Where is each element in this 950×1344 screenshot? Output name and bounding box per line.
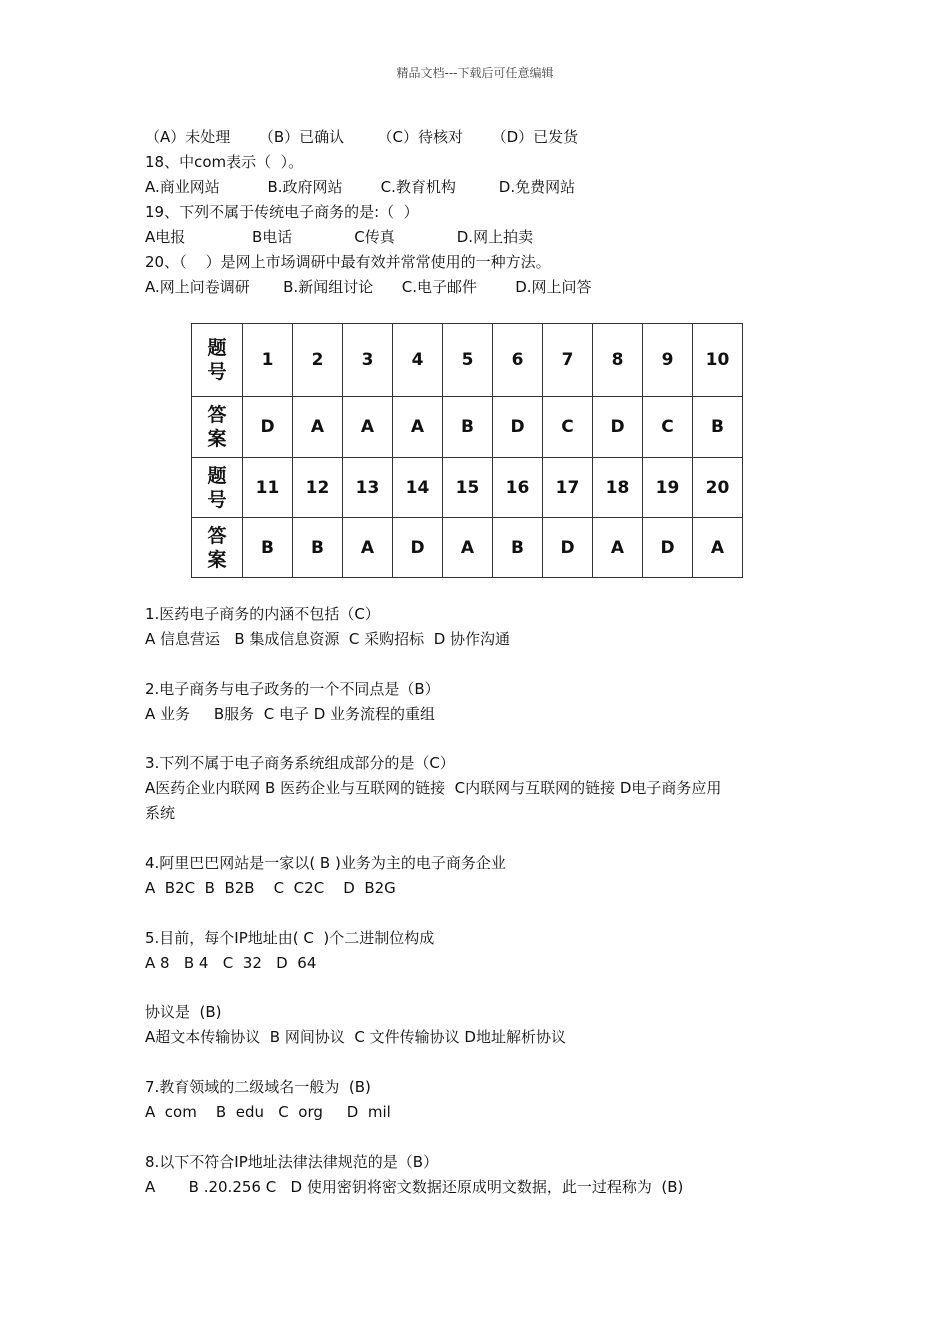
question-3: 3.下列不属于电子商务系统组成部分的是（C） bbox=[145, 754, 455, 772]
table-cell: B bbox=[293, 518, 343, 578]
table-cell: D bbox=[593, 397, 643, 458]
q20-options: A.网上问卷调研 B.新闻组讨论 C.电子邮件 D.网上问答 bbox=[145, 278, 592, 296]
table-cell: D bbox=[393, 518, 443, 578]
table-cell: A bbox=[393, 397, 443, 458]
question-7-options: A com B edu C org D mil bbox=[145, 1103, 391, 1121]
table-cell: A bbox=[343, 397, 393, 458]
question-3-options-cont: 系统 bbox=[145, 804, 176, 822]
table-cell: 18 bbox=[593, 458, 643, 518]
table-cell: 20 bbox=[693, 458, 743, 518]
table-cell: A bbox=[593, 518, 643, 578]
table-cell: A bbox=[293, 397, 343, 458]
question-2: 2.电子商务与电子政务的一个不同点是（B） bbox=[145, 680, 440, 698]
table-cell: 4 bbox=[393, 324, 443, 397]
q18-options: A.商业网站 B.政府网站 C.教育机构 D.免费网站 bbox=[145, 178, 576, 196]
table-cell: 6 bbox=[493, 324, 543, 397]
table-cell: D bbox=[643, 518, 693, 578]
question-1-options: A 信息营运 B 集成信息资源 C 采购招标 D 协作沟通 bbox=[145, 630, 511, 648]
question-7: 7.教育领域的二级域名一般为 (B) bbox=[145, 1078, 371, 1096]
table-cell: C bbox=[643, 397, 693, 458]
table-cell: 13 bbox=[343, 458, 393, 518]
table-cell: 16 bbox=[493, 458, 543, 518]
q19-text: 19、下列不属于传统电子商务的是:（ ） bbox=[145, 203, 419, 221]
question-6-options: A超文本传输协议 B 网间协议 C 文件传输协议 D地址解析协议 bbox=[145, 1028, 566, 1046]
row-header: 答 案 bbox=[192, 397, 243, 458]
table-cell: D bbox=[243, 397, 293, 458]
question-8: 8.以下不符合IP地址法律法律规范的是（B） bbox=[145, 1153, 439, 1171]
q19-options: A电报 B电话 C传真 D.网上拍卖 bbox=[145, 228, 534, 246]
table-cell: 15 bbox=[443, 458, 493, 518]
answer-table bbox=[191, 323, 743, 578]
table-cell: B bbox=[493, 518, 543, 578]
table-cell: 8 bbox=[593, 324, 643, 397]
question-8-options: A B .20.256 C D 使用密钥将密文数据还原成明文数据，此一过程称为 (B) bbox=[145, 1178, 684, 1196]
table-row bbox=[192, 458, 743, 518]
q20-text: 20、（ ）是网上市场调研中最有效并常常使用的一种方法。 bbox=[145, 253, 551, 271]
table-cell: B bbox=[443, 397, 493, 458]
row-header: 题 号 bbox=[192, 324, 243, 397]
page-header: 精品文档---下载后可任意编辑 bbox=[396, 66, 554, 80]
table-cell: B bbox=[243, 518, 293, 578]
table-cell: 17 bbox=[543, 458, 593, 518]
table-cell: 5 bbox=[443, 324, 493, 397]
table-cell: 9 bbox=[643, 324, 693, 397]
table-cell: 3 bbox=[343, 324, 393, 397]
table-cell: A bbox=[693, 518, 743, 578]
table-cell: D bbox=[543, 518, 593, 578]
table-row bbox=[192, 518, 743, 578]
question-4: 4.阿里巴巴网站是一家以( B )业务为主的电子商务企业 bbox=[145, 854, 506, 872]
table-cell: A bbox=[343, 518, 393, 578]
table-cell: B bbox=[693, 397, 743, 458]
table-cell: 2 bbox=[293, 324, 343, 397]
question-5: 5.目前，每个IP地址由( C )个二进制位构成 bbox=[145, 929, 435, 947]
table-row bbox=[192, 397, 743, 458]
table-cell: A bbox=[443, 518, 493, 578]
question-1: 1.医药电子商务的内涵不包括（C） bbox=[145, 605, 380, 623]
question-5-options: A 8 B 4 C 32 D 64 bbox=[145, 954, 317, 972]
q18-text: 18、中com表示（ ）。 bbox=[145, 153, 304, 171]
q17-options: （A）未处理 （B）已确认 （C）待核对 （D）已发货 bbox=[145, 128, 579, 146]
table-row bbox=[192, 324, 743, 397]
table-cell: 14 bbox=[393, 458, 443, 518]
table-cell: 11 bbox=[243, 458, 293, 518]
question-2-options: A 业务 B服务 C 电子 D 业务流程的重组 bbox=[145, 705, 436, 723]
question-4-options: A B2C B B2B C C2C D B2G bbox=[145, 879, 396, 897]
table-cell: 1 bbox=[243, 324, 293, 397]
table-cell: 10 bbox=[693, 324, 743, 397]
row-header: 题 号 bbox=[192, 458, 243, 518]
table-cell: 7 bbox=[543, 324, 593, 397]
table-cell: D bbox=[493, 397, 543, 458]
table-cell: C bbox=[543, 397, 593, 458]
question-6: 协议是 (B) bbox=[145, 1003, 222, 1021]
row-header: 答 案 bbox=[192, 518, 243, 578]
table-cell: 19 bbox=[643, 458, 693, 518]
question-3-options: A医药企业内联网 B 医药企业与互联网的链接 C内联网与互联网的链接 D电子商务应用 bbox=[145, 779, 722, 797]
table-cell: 12 bbox=[293, 458, 343, 518]
